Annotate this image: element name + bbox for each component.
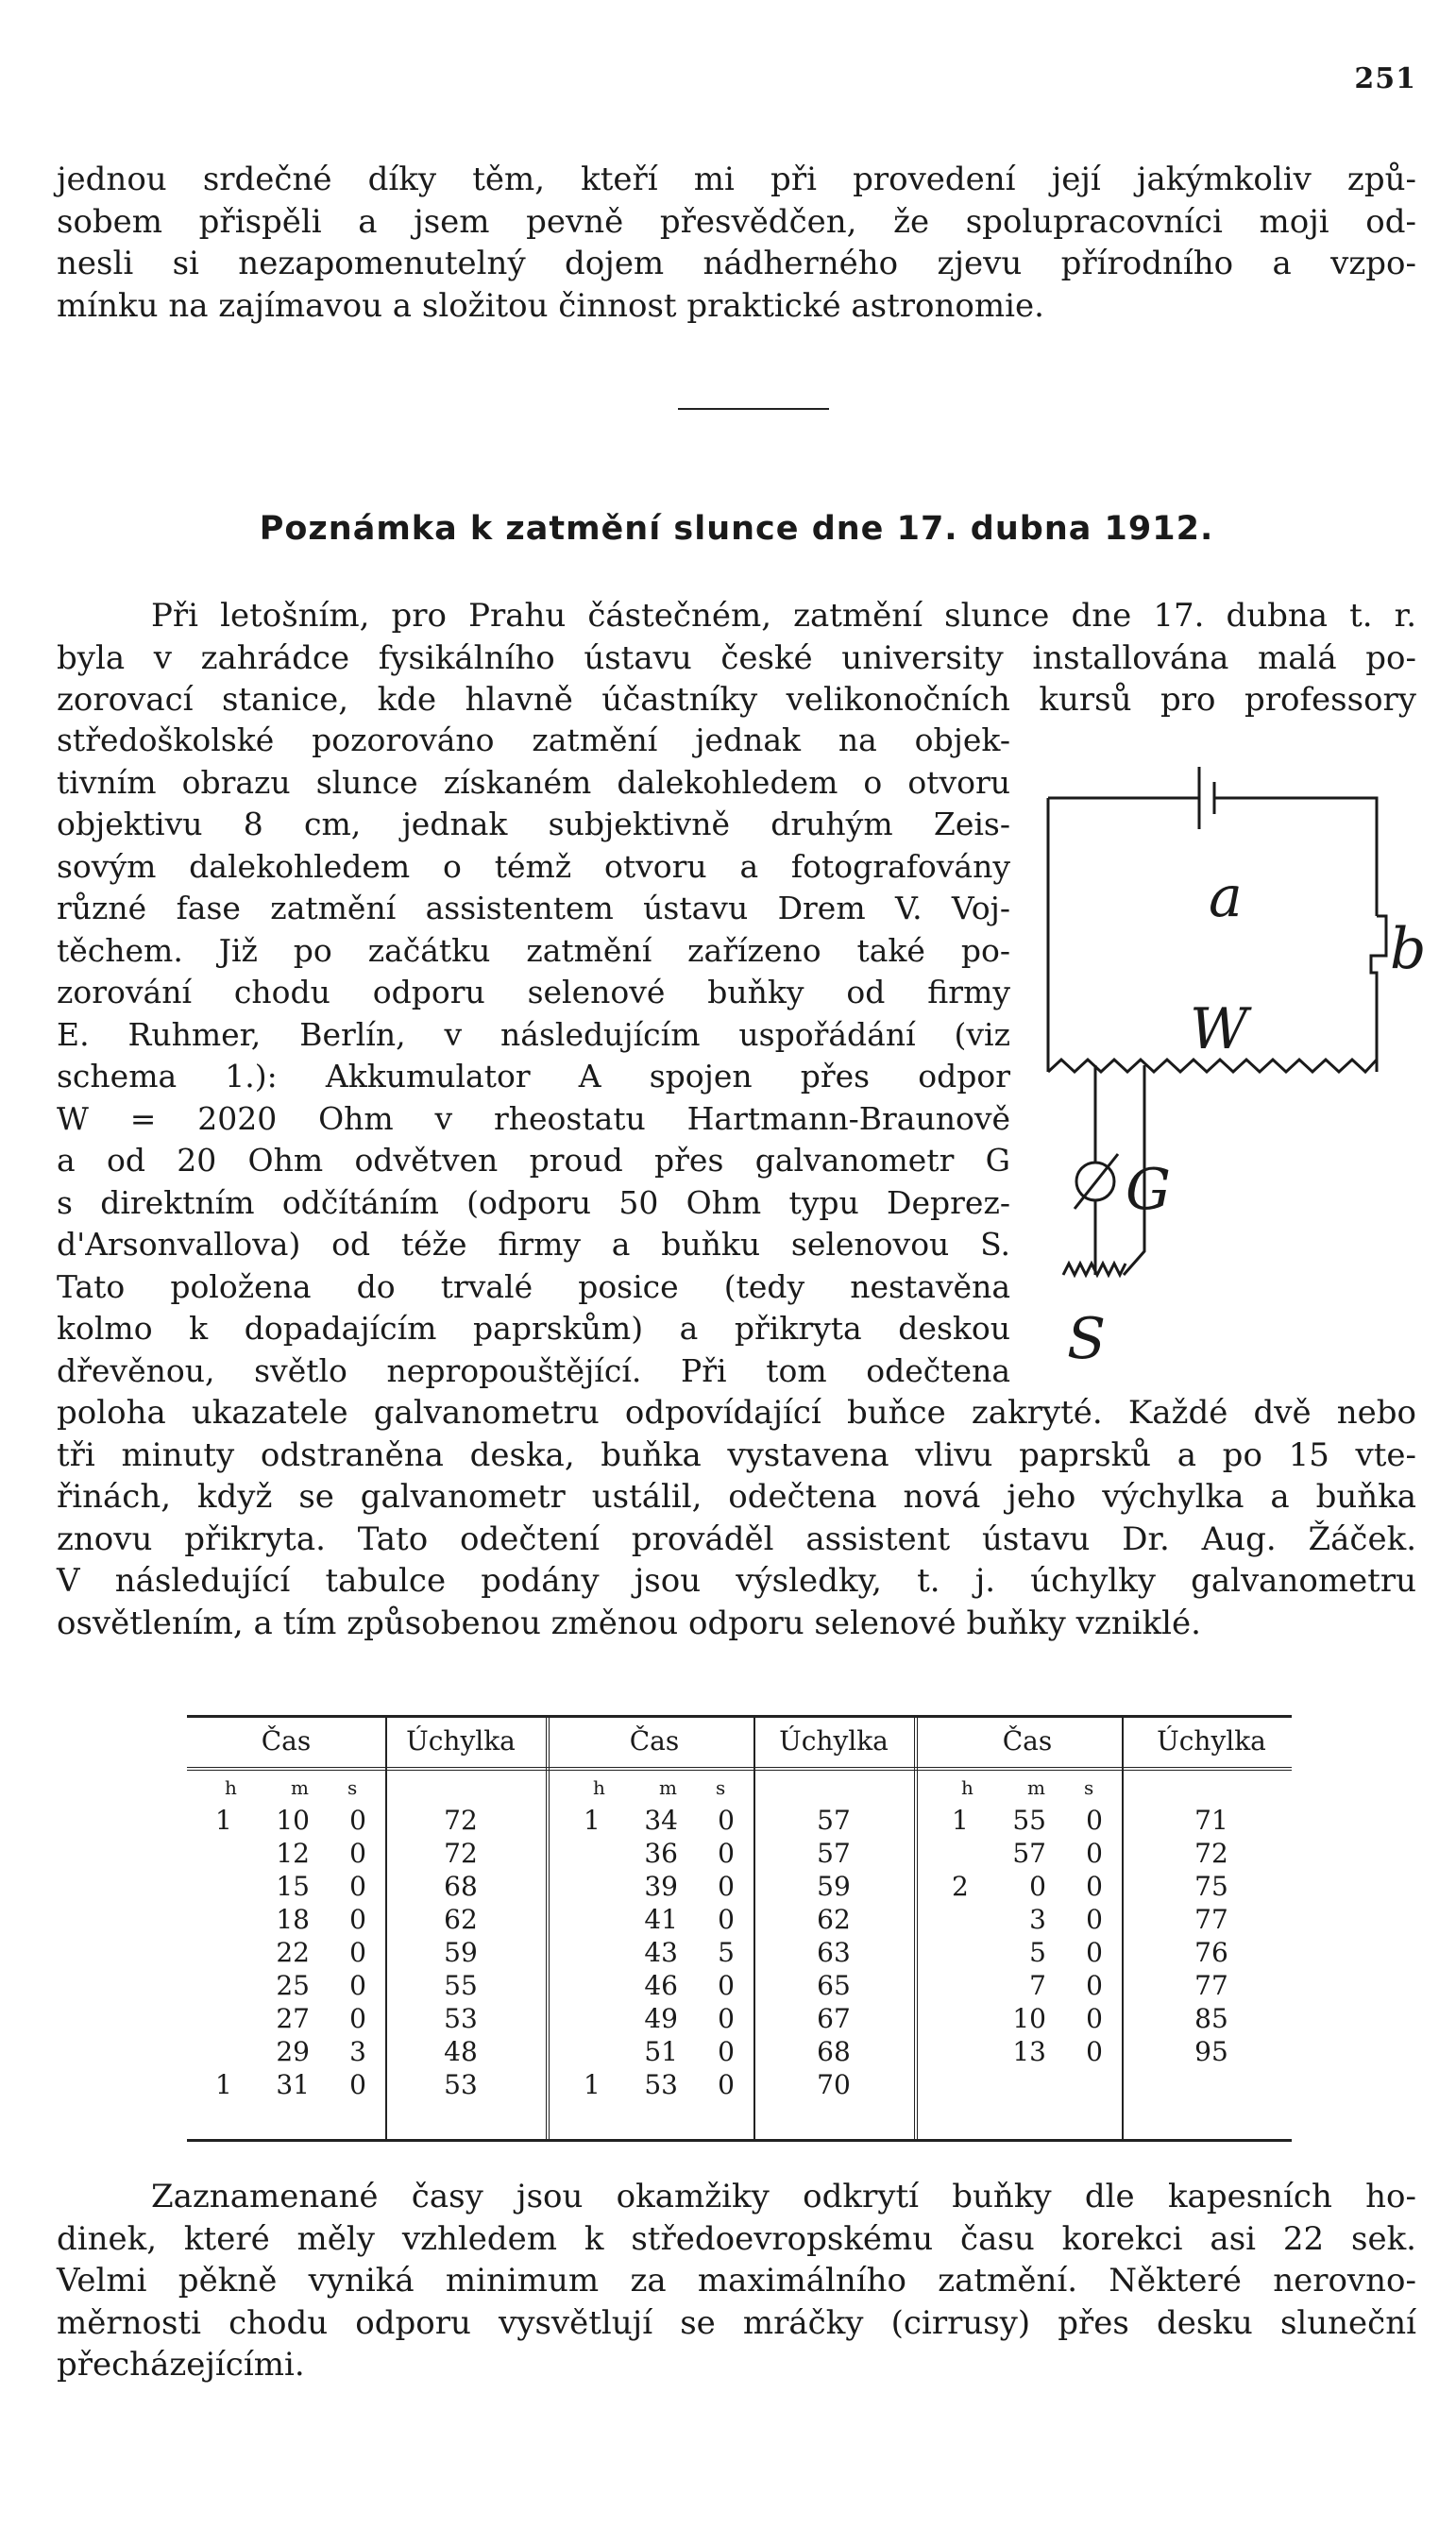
body-paragraph-bottom [57, 1392, 1416, 1644]
table-cell-deflection: 68 [817, 2036, 851, 2067]
table-cell-time-m: 55 [1012, 1805, 1046, 1836]
table-cell-time-m: 34 [644, 1805, 678, 1836]
header-deflection: Úchylka [779, 1725, 889, 1757]
unit-label-s: s [1084, 1776, 1094, 1799]
table-cell-deflection: 71 [1194, 1805, 1228, 1836]
header-deflection: Úchylka [1157, 1725, 1266, 1757]
table-cell-time-m: 41 [644, 1904, 678, 1935]
table-cell-time-m: 57 [1012, 1838, 1046, 1869]
table-cell-time-s: 0 [349, 1805, 366, 1836]
table-column-divider [546, 1718, 550, 2139]
text-line: sovým dalekohledem o témž otvoru a fotografovány [57, 847, 1010, 885]
table-cell-time-h: 1 [215, 2069, 232, 2100]
header-time: Čas [1002, 1725, 1053, 1757]
unit-label-h: h [225, 1776, 237, 1799]
galvanometer-table [187, 1715, 1292, 2142]
body-paragraph-narrow [57, 720, 1010, 1392]
table-cell-time-m: 12 [276, 1838, 310, 1869]
switch-wire [1371, 916, 1386, 1072]
table-cell-time-m: 39 [644, 1871, 678, 1902]
table-cell-deflection: 70 [817, 2069, 851, 2100]
text-line: znovu přikryta. Tato odečtení prováděl assistent ústavu Dr. Aug. Žáček. [57, 1519, 1416, 1558]
text-line: Při letošním, pro Prahu částečném, zatmění slunce dne 17. dubna t. r. [151, 597, 1416, 635]
text-line: jednou srdečné díky těm, kteří mi při provedení její jakýmkoliv způ- [57, 161, 1416, 198]
table-cell-time-m: 3 [1029, 1904, 1046, 1935]
table-cell-time-s: 0 [718, 2069, 735, 2100]
page-number: 251 [1354, 62, 1416, 95]
table-cell-time-m: 10 [1012, 2003, 1046, 2034]
circuit-schematic [1039, 746, 1426, 1369]
text-line: sobem přispěli a jsem pevně přesvědčen, že spolupracovníci moji od- [57, 202, 1416, 241]
text-line: V následující tabulce podány jsou výsledky, t. j. úchylky galvanometru [57, 1562, 1416, 1600]
table-cell-time-h: 1 [584, 1805, 601, 1836]
schema-label-b: b [1390, 916, 1426, 982]
text-line: dinek, které měly vzhledem k středoevropskému času korekci asi 22 sek. [57, 2219, 1416, 2258]
schema-label-a: a [1209, 864, 1243, 930]
text-line: poloha ukazatele galvanometru odpovídající buňce zakryté. Každé dvě nebo [57, 1394, 1416, 1432]
table-cell-deflection: 72 [444, 1805, 478, 1836]
table-cell-time-s: 0 [1086, 1970, 1103, 2001]
table-cell-time-s: 0 [718, 2003, 735, 2034]
table-cell-deflection: 77 [1194, 1904, 1228, 1935]
table-cell-deflection: 62 [817, 1904, 851, 1935]
table-cell-time-s: 0 [349, 2069, 366, 2100]
table-cell-time-m: 0 [1029, 1871, 1046, 1902]
text-line: zorování chodu odporu selenové buňky od firmy [57, 974, 1010, 1010]
table-cell-time-s: 0 [349, 1838, 366, 1869]
table-cell-deflection: 85 [1194, 2003, 1228, 2034]
text-line: tivním obrazu slunce získaném dalekohledem o otvoru [57, 763, 1010, 801]
unit-label-s: s [347, 1776, 358, 1799]
table-cell-time-h: 1 [215, 1805, 232, 1836]
unit-label-m: m [659, 1776, 677, 1799]
table-cell-time-s: 0 [349, 1871, 366, 1902]
table-cell-deflection: 75 [1194, 1871, 1228, 1902]
text-line: osvětlením, a tím způsobenou změnou odporu selenové buňky vzniklé. [57, 1604, 1201, 1642]
table-cell-time-m: 29 [276, 2036, 310, 2067]
text-line: Zaznamenané časy jsou okamžiky odkrytí buňky dle kapesních ho- [151, 2178, 1416, 2215]
table-cell-time-s: 0 [718, 1871, 735, 1902]
text-line: dřevěnou, světlo nepropouštějící. Při tom odečtena [57, 1351, 1010, 1389]
table-cell-time-m: 18 [276, 1904, 310, 1935]
table-cell-time-s: 0 [1086, 1871, 1103, 1902]
text-line: nesli si nezapomenutelný dojem nádherného zjevu přírodního a vzpo- [57, 245, 1416, 282]
schema-label-w: W [1190, 996, 1248, 1062]
closing-paragraph [57, 2176, 1416, 2386]
table-cell-time-m: 15 [276, 1871, 310, 1902]
table-column-divider [1122, 1718, 1124, 2139]
table-cell-time-m: 13 [1012, 2036, 1046, 2067]
table-cell-deflection: 55 [444, 1970, 478, 2001]
table-cell-deflection: 72 [444, 1838, 478, 1869]
table-cell-time-s: 5 [718, 1937, 735, 1968]
table-cell-time-m: 36 [644, 1838, 678, 1869]
header-deflection: Úchylka [406, 1725, 516, 1757]
text-line: zorovací stanice, kde hlavně účastníky velikonočních kursů pro professory [57, 681, 1416, 719]
table-cell-time-m: 49 [644, 2003, 678, 2034]
table-cell-deflection: 95 [1194, 2036, 1228, 2067]
table-cell-time-s: 0 [718, 1805, 735, 1836]
table-cell-time-m: 5 [1029, 1937, 1046, 1968]
text-line: byla v zahrádce fysikálního ústavu české university installována malá po- [57, 638, 1416, 677]
table-cell-deflection: 65 [817, 1970, 851, 2001]
table-cell-time-s: 0 [718, 1904, 735, 1935]
text-line: objektivu 8 cm, jednak subjektivně druhým Zeis- [57, 806, 1010, 842]
table-cell-time-m: 46 [644, 1970, 678, 2001]
table-cell-deflection: 76 [1194, 1937, 1228, 1968]
text-line: a od 20 Ohm odvětven proud přes galvanometr G [57, 1142, 1010, 1179]
text-line: Velmi pěkně vyniká minimum za maximálního zatmění. Některé nerovno- [57, 2262, 1416, 2300]
table-cell-time-s: 0 [1086, 2003, 1103, 2034]
table-cell-time-m: 53 [644, 2069, 678, 2100]
table-cell-time-s: 0 [1086, 2036, 1103, 2067]
table-cell-deflection: 72 [1194, 1838, 1228, 1869]
text-line: kolmo k dopadajícím paprskům) a přikryta deskou [57, 1310, 1010, 1347]
table-cell-time-h: 1 [952, 1805, 969, 1836]
table-cell-time-h: 1 [584, 2069, 601, 2100]
unit-label-h: h [961, 1776, 973, 1799]
text-line: d'Arsonvallova) od téže firmy a buňku selenovou S. [57, 1226, 1010, 1263]
table-cell-deflection: 57 [817, 1838, 851, 1869]
table-cell-deflection: 57 [817, 1805, 851, 1836]
unit-label-m: m [291, 1776, 309, 1799]
table-cell-deflection: 53 [444, 2003, 478, 2034]
table-cell-time-m: 25 [276, 1970, 310, 2001]
text-line: přecházejícími. [57, 2346, 305, 2384]
table-cell-time-s: 0 [349, 1904, 366, 1935]
text-line: E. Ruhmer, Berlín, v následujícím uspořádání (viz [57, 1015, 1010, 1053]
text-line: s direktním odčítáním (odporu 50 Ohm typu Deprez- [57, 1183, 1010, 1221]
table-cell-time-m: 10 [276, 1805, 310, 1836]
schema-label-g: G [1126, 1157, 1171, 1223]
header-time: Čas [261, 1725, 312, 1757]
table-cell-time-s: 0 [718, 1838, 735, 1869]
table-cell-time-m: 7 [1029, 1970, 1046, 2001]
unit-label-m: m [1027, 1776, 1045, 1799]
intro-paragraph [57, 159, 1416, 327]
table-cell-time-m: 31 [276, 2069, 310, 2100]
table-cell-time-s: 0 [1086, 1838, 1103, 1869]
table-cell-time-s: 0 [718, 2036, 735, 2067]
table-cell-time-m: 22 [276, 1937, 310, 1968]
table-cell-deflection: 59 [444, 1937, 478, 1968]
text-line: těchem. Již po začátku zatmění zařízeno také po- [57, 931, 1010, 969]
text-line: středoškolské pozorováno zatmění jednak na objek- [57, 721, 1010, 758]
header-time: Čas [629, 1725, 680, 1757]
table-cell-time-m: 43 [644, 1937, 678, 1968]
table-cell-time-m: 27 [276, 2003, 310, 2034]
table-cell-time-h: 2 [952, 1871, 969, 1902]
table-cell-time-s: 0 [1086, 1937, 1103, 1968]
table-header-row [187, 1718, 1292, 1771]
section-heading: Poznámka k zatmění slunce dne 17. dubna 1912. [259, 510, 1214, 548]
table-cell-time-s: 0 [1086, 1904, 1103, 1935]
table-cell-deflection: 63 [817, 1937, 851, 1968]
text-line: měrnosti chodu odporu vysvětlují se mráčky (cirrusy) přes desku sluneční [57, 2303, 1416, 2342]
table-cell-deflection: 77 [1194, 1970, 1228, 2001]
unit-label-s: s [716, 1776, 726, 1799]
table-column-divider [914, 1718, 918, 2139]
table-cell-time-s: 3 [349, 2036, 366, 2067]
table-cell-deflection: 67 [817, 2003, 851, 2034]
table-cell-deflection: 53 [444, 2069, 478, 2100]
table-cell-time-s: 0 [718, 1970, 735, 2001]
text-line: W = 2020 Ohm v rheostatu Hartmann-Braunově [57, 1099, 1010, 1137]
circuit-diagram [1039, 746, 1426, 1369]
table-cell-time-m: 51 [644, 2036, 678, 2067]
table-cell-time-s: 0 [349, 1970, 366, 2001]
text-line: různé fase zatmění assistentem ústavu Drem V. Voj- [57, 890, 1010, 926]
text-line: mínku na zajímavou a složitou činnost praktické astronomie. [57, 286, 1044, 325]
table-cell-time-s: 0 [349, 2003, 366, 2034]
table-cell-time-s: 0 [349, 1937, 366, 1968]
text-line: řinách, když se galvanometr ustálil, odečtena nová jeho výchylka a buňka [57, 1478, 1416, 1516]
table-cell-deflection: 62 [444, 1904, 478, 1935]
text-line: tři minuty odstraněna deska, buňka vystavena vlivu paprsků a po 15 vte- [57, 1435, 1416, 1474]
section-divider [678, 408, 829, 410]
unit-label-h: h [593, 1776, 605, 1799]
text-line: Tato položena do trvalé posice (tedy nestavěna [57, 1267, 1010, 1305]
text-line: schema 1.): Akkumulator A spojen přes odpor [57, 1058, 1010, 1095]
schema-label-s: S [1067, 1306, 1107, 1369]
table-cell-deflection: 68 [444, 1871, 478, 1902]
table-cell-deflection: 48 [444, 2036, 478, 2067]
body-paragraph-top [57, 595, 1416, 721]
table-cell-time-s: 0 [1086, 1805, 1103, 1836]
table-cell-deflection: 59 [817, 1871, 851, 1902]
